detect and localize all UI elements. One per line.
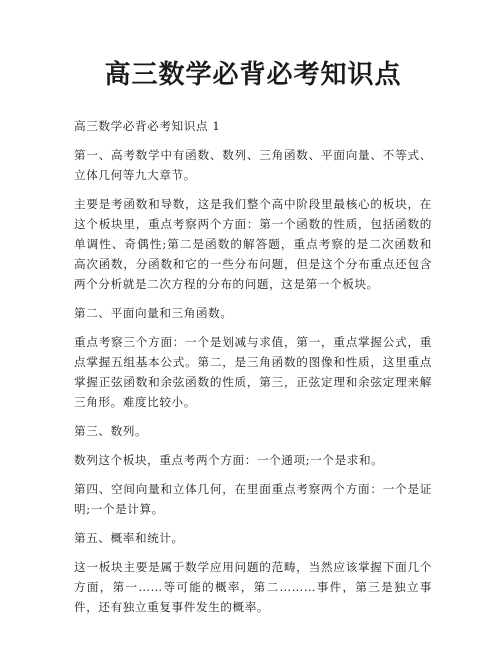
paragraph-sequences: 数列这个板块，重点考两个方面：一个通项;一个是求和。	[74, 453, 384, 467]
paragraph-geometry: 第四、空间向量和立体几何，在里面重点考察两个方面：一个是证明;一个是计算。	[74, 482, 432, 516]
section-heading-1: 高三数学必背必考知识点 1	[74, 119, 221, 133]
paragraph-sequences-heading: 第三、数列。	[74, 424, 148, 438]
paragraph-vectors: 重点考察三个方面：一个是划减与求值，第一，重点掌握公式，重点掌握五组基本公式。第二，是三角函数的图像和性质，这里重点掌握正弦函数和余弦函数的性质，第三，正弦定理和余弦定理来解三角形。难度比较小。	[74, 335, 432, 409]
paragraph-vectors-heading: 第二、平面向量和三角函数。	[74, 306, 233, 320]
document-title: 高三数学必背必考知识点	[104, 60, 402, 90]
paragraph-functions: 主要是考函数和导数，这是我们整个高中阶段里最核心的板块，在这个板块里，重点考察两个方面：第一个函数的性质，包括函数的单调性、奇偶性;第二是函数的解答题，重点考察的是二次函数和高次函数，分函数和它的一些分布问题，但是这个分布重点还包含两个分析就是二次方程的分布的问题，这是第一个板块。	[74, 197, 432, 291]
paragraph-overview: 第一、高考数学中有函数、数列、三角函数、平面向量、不等式、立体几何等九大章节。	[74, 148, 432, 182]
paragraph-probability: 这一板块主要是属于数学应用问题的范畴，当然应该掌握下面几个方面，第一……等可能的概率，第二………事件，第三是独立事件，还有独立重复事件发生的概率。	[74, 560, 432, 614]
paragraph-probability-heading: 第五、概率和统计。	[74, 531, 184, 545]
